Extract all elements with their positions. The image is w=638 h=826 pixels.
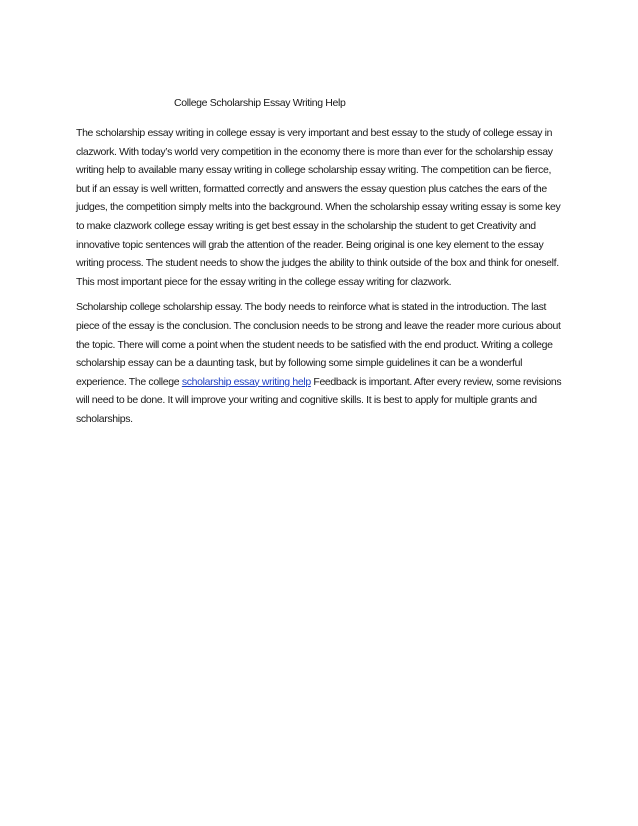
document-body [76, 124, 566, 436]
paragraph-2-text-after-link: Feedback is important. After every review, some revisions will need to be done. It will improve your writing and cognitive skills. It is best to apply for multiple grants and scholarships. [76, 375, 562, 425]
paragraph-2 [76, 298, 566, 428]
paragraph-1: The scholarship essay writing in college essay is very important and best essay to the study of college essay in clazwork. With today’s world very competition in the economy there is more than ever for the scholarship essay writing help to available many essay writing in college scholarship essay writing. The competition can be fierce, but if an essay is well written, formatted correctly and answers the essay question plus catches the ears of the judges, the competition simply melts into the background. When the scholarship essay writing essay is some key to make clazwork college essay writing is get best essay in the scholarship the student to get Creativity and innovative topic sentences will grab the attention of the reader. Being original is one key element to the essay writing process. The student needs to show the judges the ability to think outside of the box and think for oneself. This most important piece for the essay writing in the college essay writing for clazwork. [76, 127, 561, 288]
document-title: College Scholarship Essay Writing Help [174, 97, 346, 109]
paragraph-2-text-before-link: Scholarship college scholarship essay. The body needs to reinforce what is stated in the introduction. The last piece of the essay is the conclusion. The conclusion needs to be strong and leave the reader more curious about the topic. There will come a point when the student needs to be satisfied with the end product. Writing a college scholarship essay can be a daunting task, but by following some simple guidelines it can be a wonderful experience. The college [76, 301, 561, 388]
scholarship-essay-writing-help-link[interactable]: scholarship essay writing help [181, 375, 311, 388]
